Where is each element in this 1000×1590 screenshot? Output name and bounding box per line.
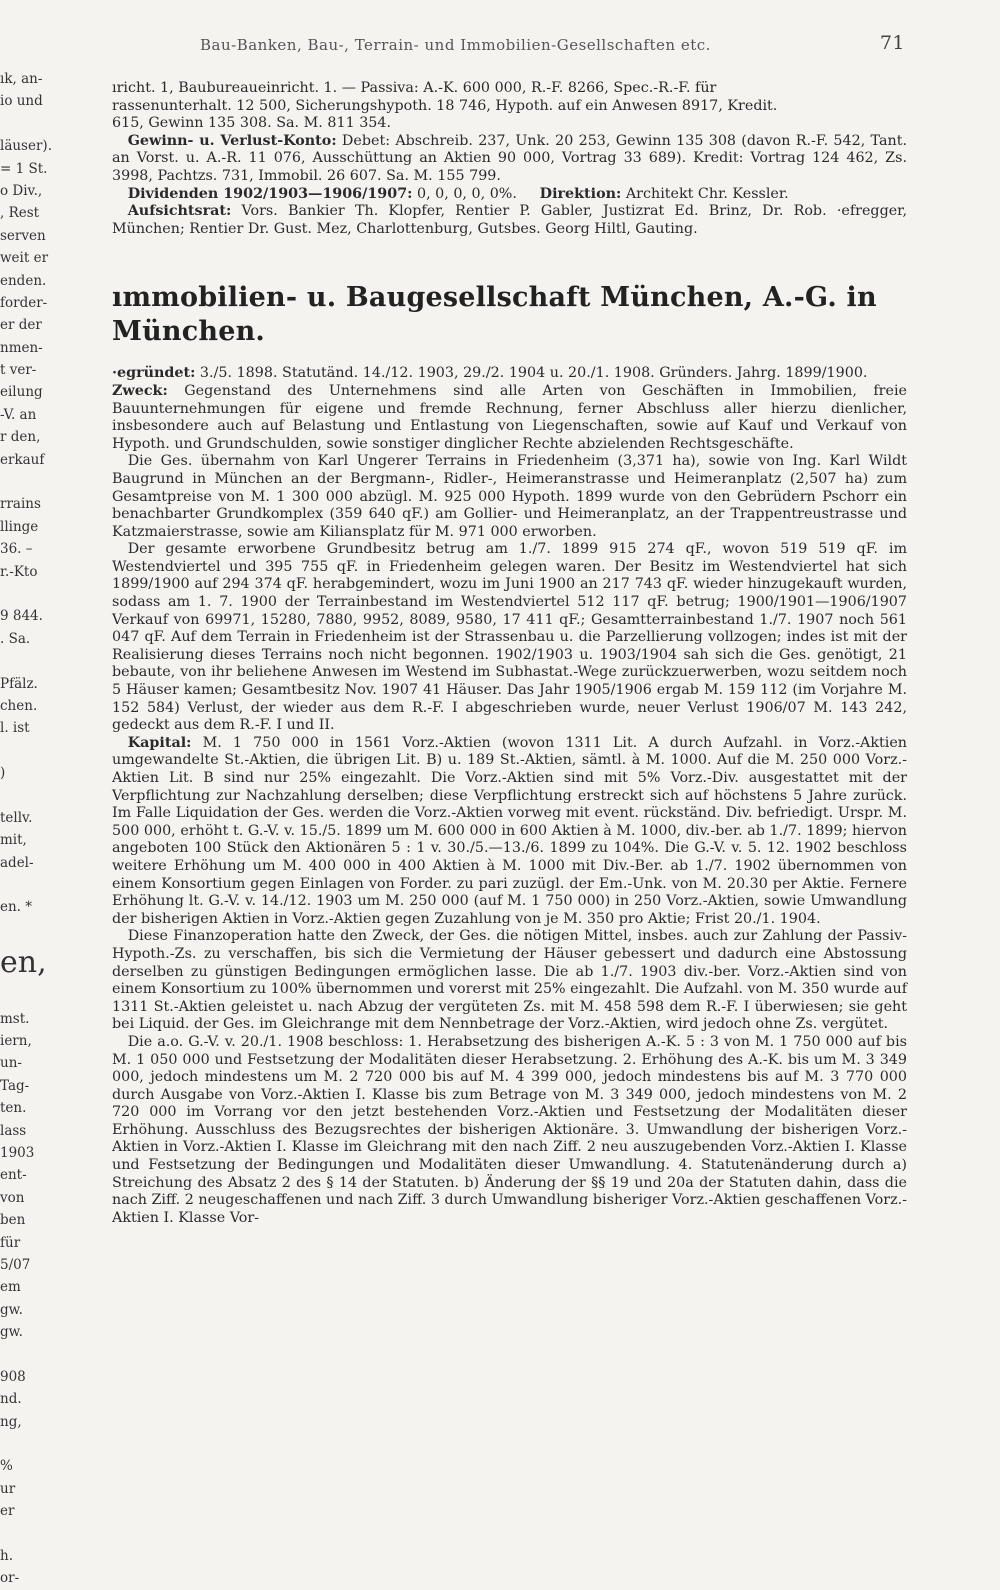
margin-fragment: chen.: [0, 697, 38, 714]
margin-fragment: [0, 583, 70, 605]
running-title: Bau-Banken, Bau-, Terrain- und Immobilien-Gesellschaften etc.: [200, 36, 711, 54]
div-text: 0, 0, 0, 0, 0%.: [416, 185, 517, 202]
margin-fragment: [0, 740, 70, 762]
margin-fragment: rrains: [0, 496, 41, 513]
margin-fragment: l. ist: [0, 720, 30, 737]
margin-fragment: 36. –: [0, 541, 33, 558]
margin-fragment: llinge: [0, 518, 39, 535]
gewinn-verlust-konto: [112, 133, 907, 186]
margin-fragment: [0, 785, 70, 807]
direktion-text: Architekt Chr. Kessler.: [625, 185, 789, 202]
margin-fragment: gw.: [0, 1301, 23, 1318]
paragraph-gv-beschluss: Die a.o. G.-V. v. 20./1. 1908 beschloss: 1. Herabsetzung des bisherigen A.-K. 5 : 3 von M. 1 750 000 auf bis M. 1 050 000 und Festsetzung der Modalitäten dieser Herabsetzung. 2. Erhöhung des A.-K. bis um M. 3 349 000, jedoch mindestens um M. 2 720 000 bis auf M. 4 399 000, jedoch mindestens bis auf M. 3 770 000 durch Ausgabe von Vorz.-Aktien I. Klasse bis zum Betrage von M. 3 349 000, jedoch mindestens von M. 2 720 000 im Vorrang vor den jetzt bestehenden Vorz.-Aktien und Festsetzung der Modalitäten dieser Erhöhung. Ausschluss des Bezugsrechtes der bisherigen Aktionäre. 3. Umwandlung der bisherigen Vorz.-Aktien in Vorz.-Aktien I. Klasse im Gleichrang mit den nach Ziff. 2 neu auszugebenden Vorz.-Aktien I. Klasse und Festsetzung der Bedingungen und Modalitäten dieser Umwandlung. 4. Statutenänderung durch a) Streichung des Absatz 2 des § 14 der Statuten. b) Änderung der §§ 19 und 20a der Statuten dahin, dass die nach Ziff. 2 neugeschaffenen und nach Ziff. 3 durch Umwandlung bisheriger Vorz.-Aktien geschaffenen Vorz.-Aktien I. Klasse Vor-: [112, 1033, 907, 1226]
margin-fragment: 1903: [0, 1144, 35, 1161]
margin-fragment: ık, an-: [0, 71, 43, 87]
margin-fragment: en. *: [0, 899, 33, 916]
margin-fragment: = 1 St.: [0, 160, 48, 177]
ar-label: Aufsichtsrat:: [127, 203, 232, 220]
margin-fragment: serven: [0, 227, 46, 244]
margin-fragment: ten.: [0, 1100, 27, 1117]
margin-fragment: [0, 650, 70, 672]
margin-fragment: t ver-: [0, 362, 37, 379]
margin-fragment: r.-Kto: [0, 563, 38, 580]
left-margin-fragments: [0, 68, 70, 1590]
page-number: 71: [879, 32, 905, 54]
paragraph-finanzoperation: Diese Finanzoperation hatte den Zweck, der Ges. die nötigen Mittel, insbes. auch zur Zahlung der Passiv-Hypoth.-Zs. zu verschaffen, bis sich die Vermietung der Häuser gebessert und dadurch eine Abstossung derselben zu günstigen Bedingungen ermöglichen lasse. Die ab 1./7. 1903 div.-ber. Vorz.-Aktien sind von einem Konsortium zu 100% übernommen und vorerst mit 25% eingezahlt. Die Aufzahl. von M. 350 wurde auf 1311 St.-Aktien geleistet u. nach Abzug der vergüteten Zs. mit M. 458 598 dem R.-F. I überwiesen; sie geht bei Liquid. der Ges. im Gleichrange mit dem Nennbetrage der Vorz.-Aktien, wird jedoch ohne Zs. vergütet.: [112, 928, 907, 1033]
margin-fragment: 908: [0, 1368, 26, 1385]
margin-fragment: [0, 1433, 70, 1455]
margin-fragment: ng,: [0, 1413, 22, 1430]
margin-fragment: er der: [0, 317, 42, 334]
margin-fragment: [0, 471, 70, 493]
margin-fragment: %: [0, 1458, 13, 1475]
zweck: [112, 383, 907, 453]
dividenden: [112, 186, 907, 204]
kapital: [112, 735, 907, 929]
margin-fragment: nmen-: [0, 339, 43, 356]
gv-label: Gewinn- u. Verlust-Konto:: [127, 132, 337, 149]
zweck-label: Zweck:: [112, 382, 168, 399]
paragraph-grundbesitz: Der gesamte erworbene Grundbesitz betrug am 1./7. 1899 915 274 qF., wovon 519 519 qF. im Westendviertel und 395 755 qF. in Friedenheim gelegen waren. Der Besitz im Westendviertel hat sich 1899/1900 auf 294 374 qF. herabgemindert, wozu im Juni 1900 an 217 743 qF. wieder hinzugekauft wurden, sodass am 1. 7. 1900 der Terrainbestand im Westendviertel 512 117 qF. betrug; 1900/1901—1906/1907 Verkauf von 69971, 15280, 7880, 9952, 8089, 9580, 17 411 qF.; Gesamtterrainbestand 1./7. 1907 noch 561 047 qF. Auf dem Terrain in Friedenheim ist der Strassenbau u. die Parzellierung vollzogen; indes ist mit der Realisierung dieses Terrains noch nicht begonnen. 1902/1903 u. 1903/1904 sah sich die Ges. genötigt, 21 bebaute, von ihr beliehene Anwesen im Westend im Subhastat.-Wege zurückzuerwerben, wozu seitdem noch 5 Häuser kamen; Gesamtbesitz Nov. 1907 41 Häuser. Das Jahr 1905/1906 ergab M. 159 112 (im Vorjahre M. 152 584) Verlust, der wieder aus dem R.-F. I abgeschrieben wurde, neuer Verlust 1906/07 M. 143 242, gedeckt aus dem R.-F. I und II.: [112, 541, 907, 734]
margin-fragment: enden.: [0, 272, 47, 289]
ar-text: Vors. Bankier Th. Klopfer, Rentier P. Gabler, Justizrat Ed. Brinz, Dr. Rob. ·efregger, München; Rentier Dr. Gust. Mez, Charlottenburg, Gutsbes. Georg Hiltl, Gauting.: [112, 203, 907, 237]
company-title: ımmobilien- u. Baugesellschaft München, A.-G. in München.: [112, 282, 877, 348]
margin-fragment: tellv.: [0, 809, 33, 826]
kapital-text: M. 1 750 000 in 1561 Vorz.-Aktien (wovon 1311 Lit. A durch Aufzahl. in Vorz.-Aktien umgewandelte St.-Aktien, die übrigen Lit. B) u. 189 St.-Aktien, sämtl. à M. 1000. Auf die M. 250 000 Vorz.-Aktien Lit. B sind nur 25% eingezahlt. Die Vorz.-Aktien sind mit 5% Vorz.-Div. ausgestattet mit der Verpflichtung zur Nachzahlung derselben; diese Verpflichtung erstreckt sich auf höchstens 5 Jahre zurück. Im Falle Liquidation der Ges. werden die Vorz.-Aktien vorweg mit event. rückständ. Div. befriedigt. Urspr. M. 500 000, erhöht t. G.-V. v. 15./5. 1899 um M. 600 000 in 600 Aktien à M. 1000, div.-ber. ab 1./7. 1899; hiervon angeboten 100 Stück den Aktionären 5 : 1 v. 30./5.—13./6. 1899 zu 104%. Die G.-V. v. 5. 12. 1902 beschloss weitere Erhöhung um M. 400 000 in 400 Aktien à M. 1000 mit Div.-Ber. ab 1./7. 1902 übernommen von einem Konsortium gegen Einlagen von Forder. zu pari zuzügl. der Em.-Unk. von M. 20.30 per Aktie. Fernere Erhöhung lt. G.-V. v. 14./12. 1903 um M. 250 000 (auf M. 1 750 000) in 250 Vorz.-Aktien, sowie Umwandlung der bisherigen Aktien in Vorz.-Aktien gegen Zuzahlung von je M. 350 pro Aktie; Frist 20./1. 1904.: [112, 734, 907, 927]
passiva-line-1: ıricht. 1, Baubureaueinricht. 1. — Passiva: A.-K. 600 000, R.-F. 8266, Spec.-R.-F. für: [112, 80, 717, 96]
margin-fragment: em: [0, 1279, 21, 1296]
margin-fragment: [0, 1523, 70, 1545]
kapital-label: Kapital:: [127, 734, 192, 751]
margin-fragment: [0, 985, 70, 1007]
margin-fragment: 5/07: [0, 1256, 31, 1273]
margin-fragment: forder-: [0, 294, 48, 311]
margin-fragment: gw.: [0, 1324, 23, 1341]
company-entry: [112, 365, 907, 1227]
gegruendet-label: ·egründet:: [112, 365, 196, 382]
margin-fragment: lass: [0, 1122, 27, 1139]
margin-fragment: 9 844.: [0, 608, 43, 625]
gv-text: Debet: Abschreib. 237, Unk. 20 253, Gewinn 135 308 (davon R.-F. 542, Tant. an Vorst. u. A.-R. 11 076, Ausschüttung an Aktien 90 000, Vortrag 33 689). Kredit: Vortrag 124 462, Zs. 3998, Pachtzs. 731, Immobil. 26 607. Sa. M. 155 799.: [112, 132, 908, 184]
margin-fragment: läuser).: [0, 138, 52, 155]
margin-fragment: von: [0, 1189, 25, 1206]
margin-fragment: un-: [0, 1055, 22, 1072]
aufsichtsrat: [112, 203, 907, 238]
zweck-text: Gegenstand des Unternehmens sind alle Arten von Geschäften in Immobilien, freie Bauunternehmungen für eigene und fremde Rechnung, ferner Abschluss aller hierzu dienlicher, insbesondere auch auf Belastung und Entlastung von Liegenschaften, sowie auf Kauf und Verkauf von Hypoth. und Grundschulden, sowie sonstiger dinglicher Rechte abzielenden Rechtsgeschäfte.: [112, 382, 908, 452]
gegruendet-text: 3./5. 1898. Statutänd. 14./12. 1903, 29./2. 1904 u. 20./1. 1908. Gründers. Jahrg. 1899/1900.: [199, 365, 868, 382]
passiva-line-3: 615, Gewinn 135 308. Sa. M. 811 354.: [112, 115, 392, 132]
margin-fragment: er: [0, 1503, 15, 1520]
margin-fragment: h.: [0, 1548, 13, 1564]
margin-fragment: mst.: [0, 1010, 30, 1027]
margin-fragment: or-: [0, 1570, 20, 1587]
margin-fragment: Pfälz.: [0, 675, 38, 692]
margin-fragment: [0, 1343, 70, 1365]
margin-fragment: eilung: [0, 384, 43, 401]
div-label: Dividenden 1902/1903—1906/1907:: [127, 185, 413, 202]
margin-fragment: Tag-: [0, 1077, 30, 1094]
margin-fragment: -V. an: [0, 406, 37, 423]
margin-fragment: [0, 113, 70, 135]
margin-fragment: iern,: [0, 1033, 32, 1050]
margin-fragment: . Sa.: [0, 630, 31, 647]
margin-fragment: ): [0, 765, 6, 782]
margin-fragment: [0, 874, 70, 896]
passiva-line-2: rassenunterhalt. 12 500, Sicherungshypoth. 18 746, Hypoth. auf ein Anwesen 8917, Kredit.: [112, 97, 778, 114]
margin-fragment: erkauf: [0, 451, 45, 468]
margin-fragment: io und: [0, 93, 43, 110]
margin-fragment: [0, 919, 70, 941]
margin-fragment: r den,: [0, 429, 41, 446]
margin-fragment: für: [0, 1234, 21, 1251]
margin-fragment: ent-: [0, 1167, 27, 1184]
margin-fragment: , Rest: [0, 205, 40, 222]
margin-fragment: en,: [0, 945, 47, 981]
paragraph-acquisitions: Die Ges. übernahm von Karl Ungerer Terrains in Friedenheim (3,371 ha), sowie von Ing. Karl Wildt Baugrund in München an der Bergmann-, Ridler-, Heimeranstrasse und Heimeranplatz (2,507 ha) zum Gesamtpreise von M. 1 300 000 abzügl. M. 925 000 Hypoth. 1899 wurde von den Gebrüdern Pschorr ein benachbarter Grundkomplex (359 640 qF.) am Gollier- und Heimeranplatz, an der Trappentreustrasse und Katzmaierstrasse, sowie am Kiliansplatz für M. 971 000 erworben.: [112, 453, 907, 540]
margin-fragment: nd.: [0, 1391, 22, 1408]
margin-fragment: ur: [0, 1480, 16, 1497]
gegruendet: [112, 365, 907, 383]
margin-fragment: adel-: [0, 854, 34, 871]
direktion-label: Direktion:: [539, 185, 622, 202]
margin-fragment: mit,: [0, 832, 27, 849]
margin-fragment: weit er: [0, 250, 49, 267]
previous-entry: [112, 80, 907, 238]
margin-fragment: o Div.,: [0, 182, 43, 199]
margin-fragment: ben: [0, 1212, 26, 1229]
main-text-column: [112, 80, 907, 1227]
